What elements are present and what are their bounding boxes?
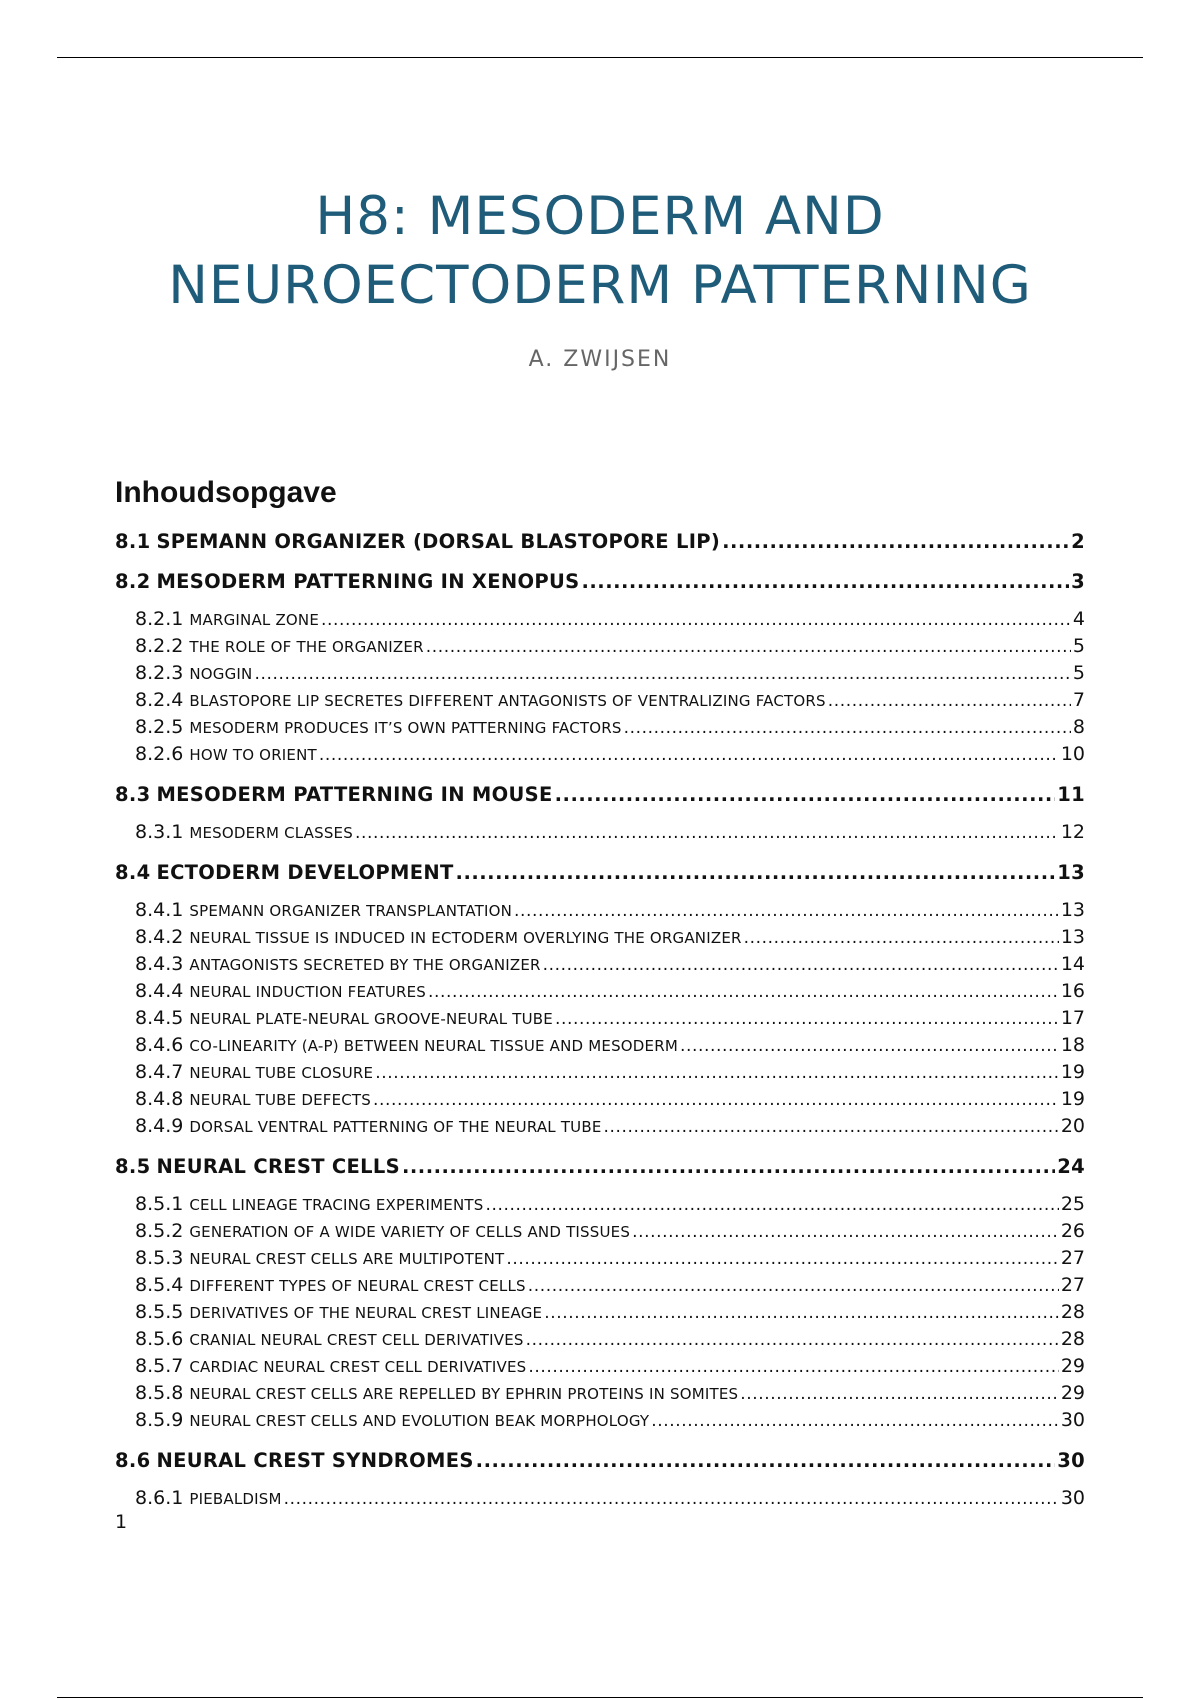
toc-entry-number: 8.1 bbox=[115, 530, 151, 553]
toc-entry[interactable] bbox=[135, 1034, 1085, 1056]
toc-entry[interactable] bbox=[115, 570, 1085, 593]
toc-leader-dots bbox=[506, 1247, 1058, 1269]
toc-entry-title: PIEBALDISM bbox=[189, 1490, 282, 1508]
toc-entry-page: 25 bbox=[1060, 1193, 1085, 1215]
toc-leader-dots bbox=[581, 570, 1069, 593]
toc-entry-title: MESODERM PRODUCES IT’S OWN PATTERNING FACTORS bbox=[189, 719, 622, 737]
toc-entry-page: 16 bbox=[1060, 980, 1085, 1002]
toc-entry[interactable] bbox=[135, 821, 1085, 843]
toc-entry-title: THE ROLE OF THE ORGANIZER bbox=[189, 638, 424, 656]
toc-entry-page: 26 bbox=[1060, 1220, 1085, 1242]
toc-entry[interactable] bbox=[135, 1007, 1085, 1029]
toc-leader-dots bbox=[402, 1155, 1055, 1178]
header-rule bbox=[57, 57, 1143, 58]
toc-leader-dots bbox=[485, 1193, 1058, 1215]
toc-entry-page: 7 bbox=[1072, 689, 1085, 711]
toc-entry-number: 8.4.6 bbox=[135, 1034, 184, 1056]
toc-entry-number: 8.5.5 bbox=[135, 1301, 184, 1323]
toc-entry[interactable] bbox=[135, 980, 1085, 1002]
toc-entry-number: 8.4.5 bbox=[135, 1007, 184, 1029]
toc-entry-number: 8.6.1 bbox=[135, 1487, 184, 1509]
toc-entry-page: 13 bbox=[1057, 861, 1085, 884]
toc-entry[interactable] bbox=[135, 1247, 1085, 1269]
toc-entry-page: 14 bbox=[1060, 953, 1085, 975]
toc-entry[interactable] bbox=[115, 530, 1085, 553]
toc-entry-number: 8.4.7 bbox=[135, 1061, 184, 1083]
toc-leader-dots bbox=[528, 1274, 1059, 1296]
footer-rule bbox=[57, 1697, 1143, 1698]
toc-entry-page: 28 bbox=[1060, 1328, 1085, 1350]
toc-entry-title: HOW TO ORIENT bbox=[189, 746, 317, 764]
toc-entry-title: NEURAL TUBE DEFECTS bbox=[189, 1091, 372, 1109]
toc-leader-dots bbox=[555, 783, 1056, 806]
toc-leader-dots bbox=[373, 1088, 1059, 1110]
page-number: 1 bbox=[115, 1511, 128, 1533]
toc-entry-title: GENERATION OF A WIDE VARIETY OF CELLS AND TISSUES bbox=[189, 1223, 631, 1241]
toc-entry-page: 27 bbox=[1060, 1274, 1085, 1296]
toc-entry-page: 5 bbox=[1072, 635, 1085, 657]
toc-entry-title: NEURAL CREST CELLS ARE MULTIPOTENT bbox=[189, 1250, 505, 1268]
toc-entry[interactable] bbox=[135, 1301, 1085, 1323]
toc-leader-dots bbox=[651, 1409, 1059, 1431]
toc-entry-page: 29 bbox=[1060, 1382, 1085, 1404]
toc-heading: Inhoudsopgave bbox=[115, 476, 337, 509]
toc-leader-dots bbox=[514, 899, 1059, 921]
toc-entry-page: 28 bbox=[1060, 1301, 1085, 1323]
toc-entry-title: MESODERM PATTERNING IN MOUSE bbox=[156, 783, 553, 806]
toc-entry-page: 19 bbox=[1060, 1088, 1085, 1110]
toc-entry[interactable] bbox=[135, 1220, 1085, 1242]
toc-leader-dots bbox=[624, 716, 1071, 738]
toc-entry-page: 24 bbox=[1057, 1155, 1085, 1178]
toc-entry-number: 8.4.4 bbox=[135, 980, 184, 1002]
toc-entry-number: 8.2.1 bbox=[135, 608, 184, 630]
toc-entry-page: 13 bbox=[1060, 926, 1085, 948]
toc-entry-title: CO-LINEARITY (A-P) BETWEEN NEURAL TISSUE AND MESODERM bbox=[189, 1037, 678, 1055]
toc-leader-dots bbox=[319, 743, 1059, 765]
toc-entry-title: BLASTOPORE LIP SECRETES DIFFERENT ANTAGONISTS OF VENTRALIZING FACTORS bbox=[189, 692, 826, 710]
toc-leader-dots bbox=[375, 1061, 1059, 1083]
toc-entry-page: 20 bbox=[1060, 1115, 1085, 1137]
toc-leader-dots bbox=[284, 1487, 1059, 1509]
toc-entry-number: 8.2.2 bbox=[135, 635, 184, 657]
toc-entry-page: 18 bbox=[1060, 1034, 1085, 1056]
toc-entry-number: 8.2.5 bbox=[135, 716, 184, 738]
toc-entry-page: 4 bbox=[1072, 608, 1085, 630]
toc-leader-dots bbox=[740, 1382, 1059, 1404]
toc-entry-title: CARDIAC NEURAL CREST CELL DERIVATIVES bbox=[189, 1358, 527, 1376]
toc-entry-title: NEURAL CREST SYNDROMES bbox=[156, 1449, 474, 1472]
toc-entry-title: MESODERM CLASSES bbox=[189, 824, 353, 842]
toc-entry[interactable] bbox=[135, 1487, 1085, 1509]
toc-entry-number: 8.6 bbox=[115, 1449, 151, 1472]
toc-entry[interactable] bbox=[135, 608, 1085, 630]
title-line-2: NEUROECTODERM PATTERNING bbox=[168, 255, 1032, 316]
toc-entry-number: 8.5.7 bbox=[135, 1355, 184, 1377]
toc-entry[interactable] bbox=[135, 1193, 1085, 1215]
toc-entry-title: ECTODERM DEVELOPMENT bbox=[156, 861, 454, 884]
toc-leader-dots bbox=[476, 1449, 1056, 1472]
toc-entry-title: NOGGIN bbox=[189, 665, 253, 683]
toc-entry-number: 8.4 bbox=[115, 861, 151, 884]
toc-entry[interactable] bbox=[135, 1382, 1085, 1404]
toc-entry[interactable] bbox=[135, 743, 1085, 765]
toc-leader-dots bbox=[680, 1034, 1059, 1056]
toc-entry-title: CRANIAL NEURAL CREST CELL DERIVATIVES bbox=[189, 1331, 524, 1349]
toc-entry-page: 12 bbox=[1060, 821, 1085, 843]
toc-entry-title: SPEMANN ORGANIZER (DORSAL BLASTOPORE LIP) bbox=[156, 530, 721, 553]
toc-leader-dots bbox=[526, 1328, 1059, 1350]
toc-entry-title: NEURAL CREST CELLS bbox=[156, 1155, 400, 1178]
toc-entry-number: 8.5.9 bbox=[135, 1409, 184, 1431]
toc-entry-number: 8.2.3 bbox=[135, 662, 184, 684]
toc-entry[interactable] bbox=[135, 899, 1085, 921]
toc-leader-dots bbox=[355, 821, 1059, 843]
toc-entry[interactable] bbox=[115, 1155, 1085, 1178]
toc-leader-dots bbox=[528, 1355, 1058, 1377]
toc-entry-number: 8.5.8 bbox=[135, 1382, 184, 1404]
toc-entry-page: 30 bbox=[1060, 1409, 1085, 1431]
toc-entry[interactable] bbox=[135, 716, 1085, 738]
toc-entry-page: 5 bbox=[1072, 662, 1085, 684]
toc-entry-title: CELL LINEAGE TRACING EXPERIMENTS bbox=[189, 1196, 484, 1214]
toc-entry-title: DERIVATIVES OF THE NEURAL CREST LINEAGE bbox=[189, 1304, 543, 1322]
toc-leader-dots bbox=[722, 530, 1069, 553]
title-line-1: H8: MESODERM AND bbox=[315, 186, 885, 247]
toc-leader-dots bbox=[254, 662, 1070, 684]
toc-entry-title: DORSAL VENTRAL PATTERNING OF THE NEURAL TUBE bbox=[189, 1118, 602, 1136]
toc-entry-title: SPEMANN ORGANIZER TRANSPLANTATION bbox=[189, 902, 513, 920]
toc-entry[interactable] bbox=[135, 1115, 1085, 1137]
toc-entry[interactable] bbox=[115, 861, 1085, 884]
toc-entry[interactable] bbox=[115, 783, 1085, 806]
toc-entry-number: 8.5.1 bbox=[135, 1193, 184, 1215]
toc-entry-number: 8.2 bbox=[115, 570, 151, 593]
toc-entry-page: 10 bbox=[1060, 743, 1085, 765]
toc-entry-title: MARGINAL ZONE bbox=[189, 611, 320, 629]
toc-entry-number: 8.5.6 bbox=[135, 1328, 184, 1350]
toc-entry-page: 11 bbox=[1057, 783, 1085, 806]
toc-entry-title: NEURAL TISSUE IS INDUCED IN ECTODERM OVERLYING THE ORGANIZER bbox=[189, 929, 742, 947]
toc-leader-dots bbox=[632, 1220, 1059, 1242]
toc-entry-title: NEURAL CREST CELLS ARE REPELLED BY EPHRIN PROTEINS IN SOMITES bbox=[189, 1385, 739, 1403]
toc-entry[interactable] bbox=[135, 926, 1085, 948]
toc-entry-number: 8.2.4 bbox=[135, 689, 184, 711]
toc-entry-page: 19 bbox=[1060, 1061, 1085, 1083]
toc-entry[interactable] bbox=[115, 1449, 1085, 1472]
toc-entry[interactable] bbox=[135, 1274, 1085, 1296]
toc-leader-dots bbox=[428, 980, 1059, 1002]
toc-entry-page: 8 bbox=[1072, 716, 1085, 738]
author-name: A. ZWIJSEN bbox=[528, 347, 672, 372]
toc-entry-page: 3 bbox=[1071, 570, 1085, 593]
toc-entry-page: 13 bbox=[1060, 899, 1085, 921]
toc-entry-number: 8.5 bbox=[115, 1155, 151, 1178]
toc-entry[interactable] bbox=[135, 1061, 1085, 1083]
toc-entry-page: 29 bbox=[1060, 1355, 1085, 1377]
toc-entry-number: 8.5.2 bbox=[135, 1220, 184, 1242]
toc-leader-dots bbox=[555, 1007, 1059, 1029]
toc-entry[interactable] bbox=[135, 1328, 1085, 1350]
toc-entry-title: NEURAL INDUCTION FEATURES bbox=[189, 983, 427, 1001]
toc-entry-title: NEURAL PLATE-NEURAL GROOVE-NEURAL TUBE bbox=[189, 1010, 553, 1028]
toc-leader-dots bbox=[543, 953, 1059, 975]
toc-leader-dots bbox=[426, 635, 1071, 657]
toc-entry-title: NEURAL TUBE CLOSURE bbox=[189, 1064, 374, 1082]
toc-leader-dots bbox=[828, 689, 1071, 711]
toc-leader-dots bbox=[544, 1301, 1059, 1323]
toc-entry-number: 8.3.1 bbox=[135, 821, 184, 843]
toc-entry-number: 8.2.6 bbox=[135, 743, 184, 765]
toc-entry-page: 30 bbox=[1060, 1487, 1085, 1509]
toc-entry-number: 8.4.3 bbox=[135, 953, 184, 975]
toc-entry[interactable] bbox=[135, 1409, 1085, 1431]
toc-entry-number: 8.3 bbox=[115, 783, 151, 806]
toc-entry-title: DIFFERENT TYPES OF NEURAL CREST CELLS bbox=[189, 1277, 526, 1295]
toc-entry[interactable] bbox=[135, 953, 1085, 975]
toc-leader-dots bbox=[604, 1115, 1059, 1137]
toc-entry[interactable] bbox=[135, 1088, 1085, 1110]
toc-entry-title: NEURAL CREST CELLS AND EVOLUTION BEAK MORPHOLOGY bbox=[189, 1412, 650, 1430]
toc-entry-number: 8.4.1 bbox=[135, 899, 184, 921]
document-title bbox=[0, 182, 1200, 320]
toc-entry-number: 8.5.3 bbox=[135, 1247, 184, 1269]
toc-leader-dots bbox=[456, 861, 1056, 884]
toc-entry-page: 30 bbox=[1057, 1449, 1085, 1472]
toc-entry-page: 17 bbox=[1060, 1007, 1085, 1029]
toc-entry-title: ANTAGONISTS SECRETED BY THE ORGANIZER bbox=[189, 956, 541, 974]
toc-entry[interactable] bbox=[135, 689, 1085, 711]
toc-entry-number: 8.4.2 bbox=[135, 926, 184, 948]
toc-entry-number: 8.5.4 bbox=[135, 1274, 184, 1296]
toc-entry[interactable] bbox=[135, 635, 1085, 657]
toc-entry-number: 8.4.8 bbox=[135, 1088, 184, 1110]
toc-entry-title: MESODERM PATTERNING IN XENOPUS bbox=[156, 570, 580, 593]
toc-entry-page: 27 bbox=[1060, 1247, 1085, 1269]
toc-entry[interactable] bbox=[135, 1355, 1085, 1377]
toc-entry-page: 2 bbox=[1071, 530, 1085, 553]
toc-leader-dots bbox=[321, 608, 1071, 630]
toc-leader-dots bbox=[744, 926, 1059, 948]
toc-entry-number: 8.4.9 bbox=[135, 1115, 184, 1137]
toc-entry[interactable] bbox=[135, 662, 1085, 684]
